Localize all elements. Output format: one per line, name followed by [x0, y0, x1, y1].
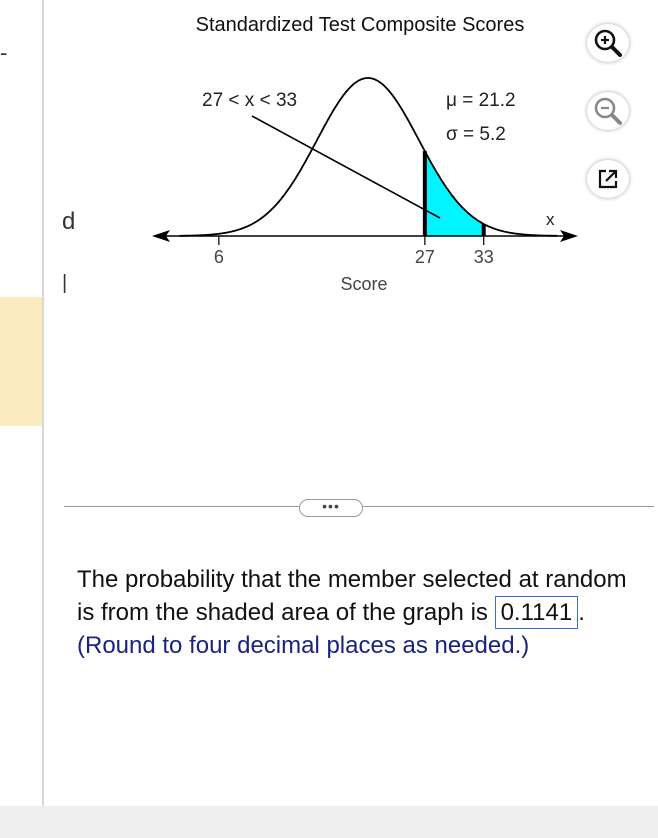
zoom-out-icon — [592, 95, 624, 127]
sigma-label: σ = 5.2 — [446, 124, 506, 145]
external-link-icon — [594, 165, 622, 193]
range-label: 27 < x < 33 — [202, 90, 298, 111]
left-panel-glyph-d: d — [62, 208, 76, 235]
mu-label: μ = 21.2 — [446, 90, 516, 111]
x-axis-label: Score — [340, 274, 388, 294]
zoom-in-icon — [592, 27, 624, 59]
popout-button[interactable] — [587, 160, 629, 198]
left-panel-glyph-bar: | — [62, 272, 68, 294]
left-panel-glyph-top: - — [0, 40, 8, 65]
annotation-pointer-line — [252, 116, 440, 218]
answer-period: . — [578, 599, 585, 626]
zoom-out-button[interactable] — [587, 92, 629, 130]
tick-label-33: 33 — [473, 247, 494, 267]
tick-label-27: 27 — [414, 247, 435, 267]
rounding-hint: (Round to four decimal places as needed.) — [77, 632, 530, 659]
answer-input-box[interactable]: 0.1141 — [495, 596, 579, 629]
shaded-area — [425, 151, 484, 236]
tick-label-6: 6 — [213, 247, 224, 267]
zoom-in-button[interactable] — [587, 24, 629, 62]
expand-more-button[interactable]: ••• — [299, 499, 363, 517]
chart-title: Standardized Test Composite Scores — [195, 14, 525, 36]
answer-statement — [77, 563, 647, 662]
bottom-bar — [0, 806, 658, 838]
x-variable-label: x — [546, 210, 555, 229]
answer-text: The probability that the member selected at random is from the shaded area of the graph is — [77, 566, 627, 626]
